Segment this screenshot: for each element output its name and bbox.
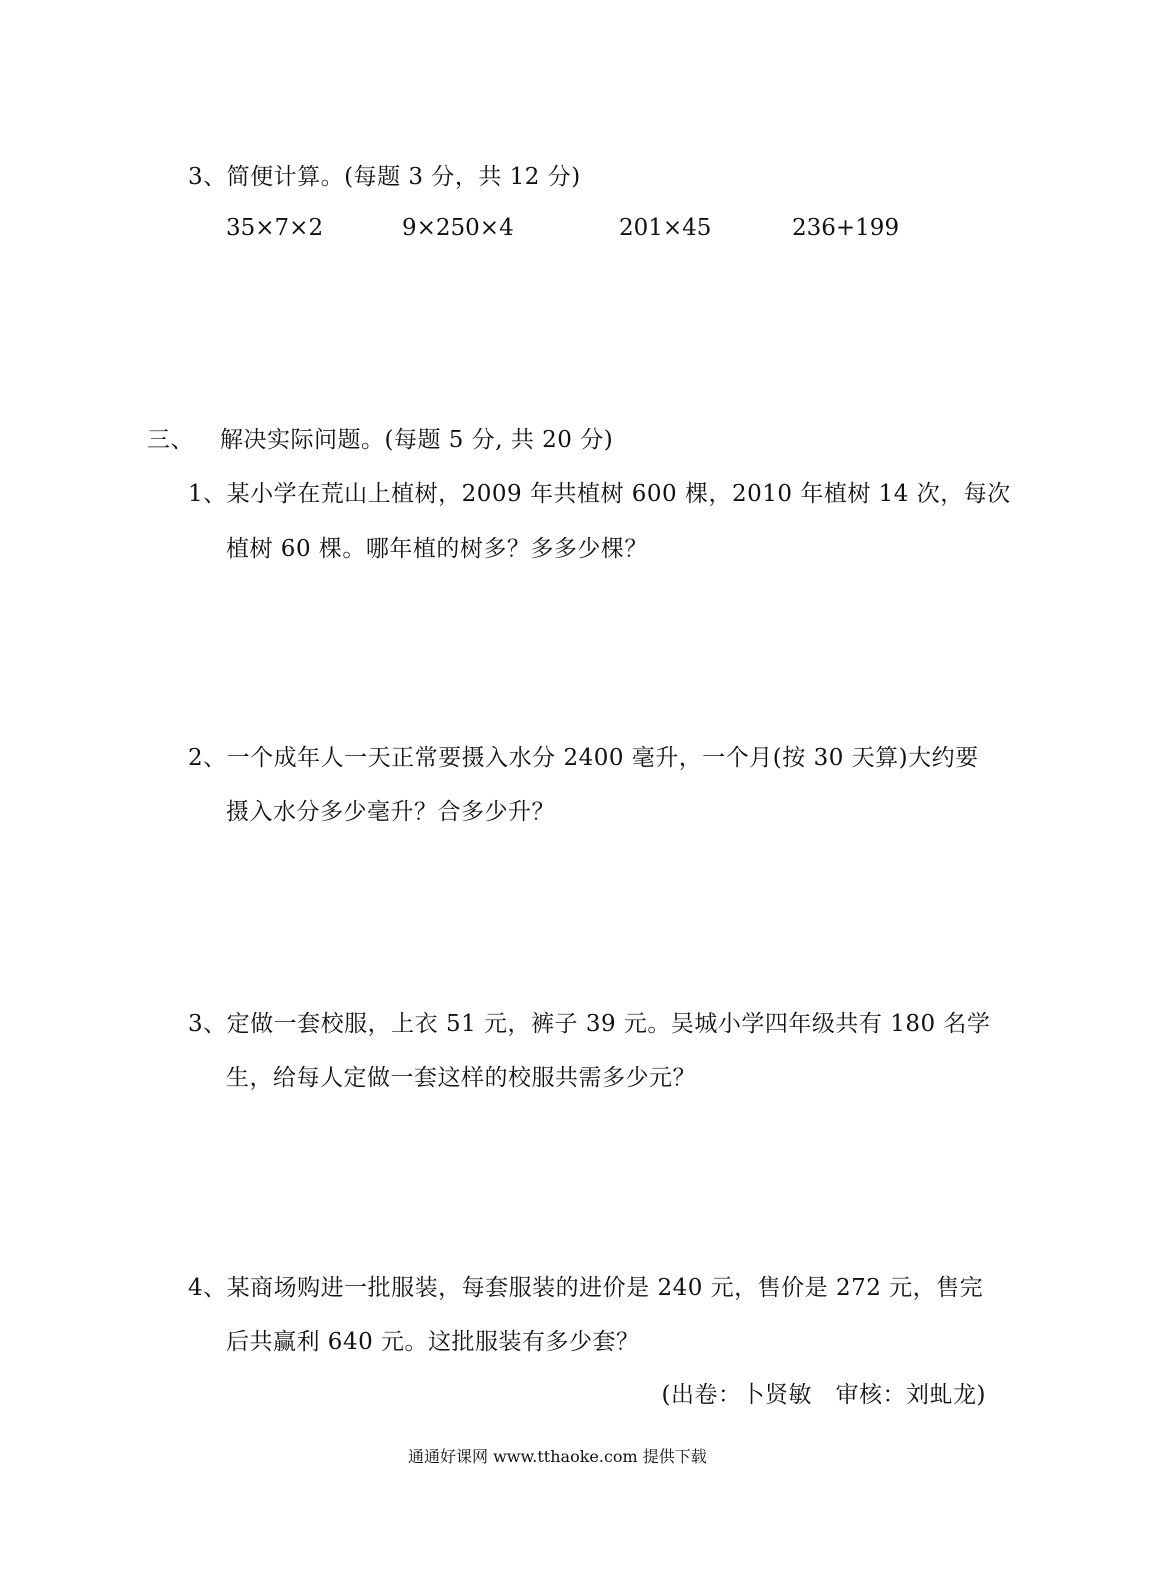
calculation-2: 9×250×4 bbox=[402, 215, 514, 241]
problem-2-line-1: 2、一个成年人一天正常要摄入水分 2400 毫升，一个月(按 30 天算)大约要 bbox=[188, 745, 979, 771]
question-3-title: 3、简便计算。(每题 3 分，共 12 分) bbox=[188, 164, 581, 190]
calculation-4: 236+199 bbox=[792, 215, 900, 241]
problem-1-line-2: 植树 60 棵。哪年植的树多？多多少棵？ bbox=[226, 536, 648, 562]
problem-1-line-1: 1、某小学在荒山上植树，2009 年共植树 600 棵，2010 年植树 14 次，每次 bbox=[188, 481, 1011, 507]
section-3-number: 三、 bbox=[147, 427, 194, 453]
problem-2-line-2: 摄入水分多少毫升？合多少升？ bbox=[226, 799, 555, 825]
exam-credits: (出卷：卜贤敏 审核：刘虬龙) bbox=[661, 1382, 986, 1408]
site-footer: 通通好课网 www.tthaoke.com 提供下载 bbox=[408, 1447, 707, 1466]
calculation-3: 201×45 bbox=[619, 215, 712, 241]
section-3-title: 解决实际问题。(每题 5 分, 共 20 分) bbox=[220, 427, 614, 453]
problem-3-line-1: 3、定做一套校服，上衣 51 元，裤子 39 元。吴城小学四年级共有 180 名学 bbox=[188, 1011, 991, 1037]
calculation-1: 35×7×2 bbox=[226, 215, 324, 241]
problem-4-line-2: 后共赢利 640 元。这批服装有多少套？ bbox=[226, 1329, 640, 1355]
problem-3-line-2: 生，给每人定做一套这样的校服共需多少元？ bbox=[226, 1065, 696, 1091]
problem-4-line-1: 4、某商场购进一批服装，每套服装的进价是 240 元，售价是 272 元，售完 bbox=[188, 1275, 984, 1301]
